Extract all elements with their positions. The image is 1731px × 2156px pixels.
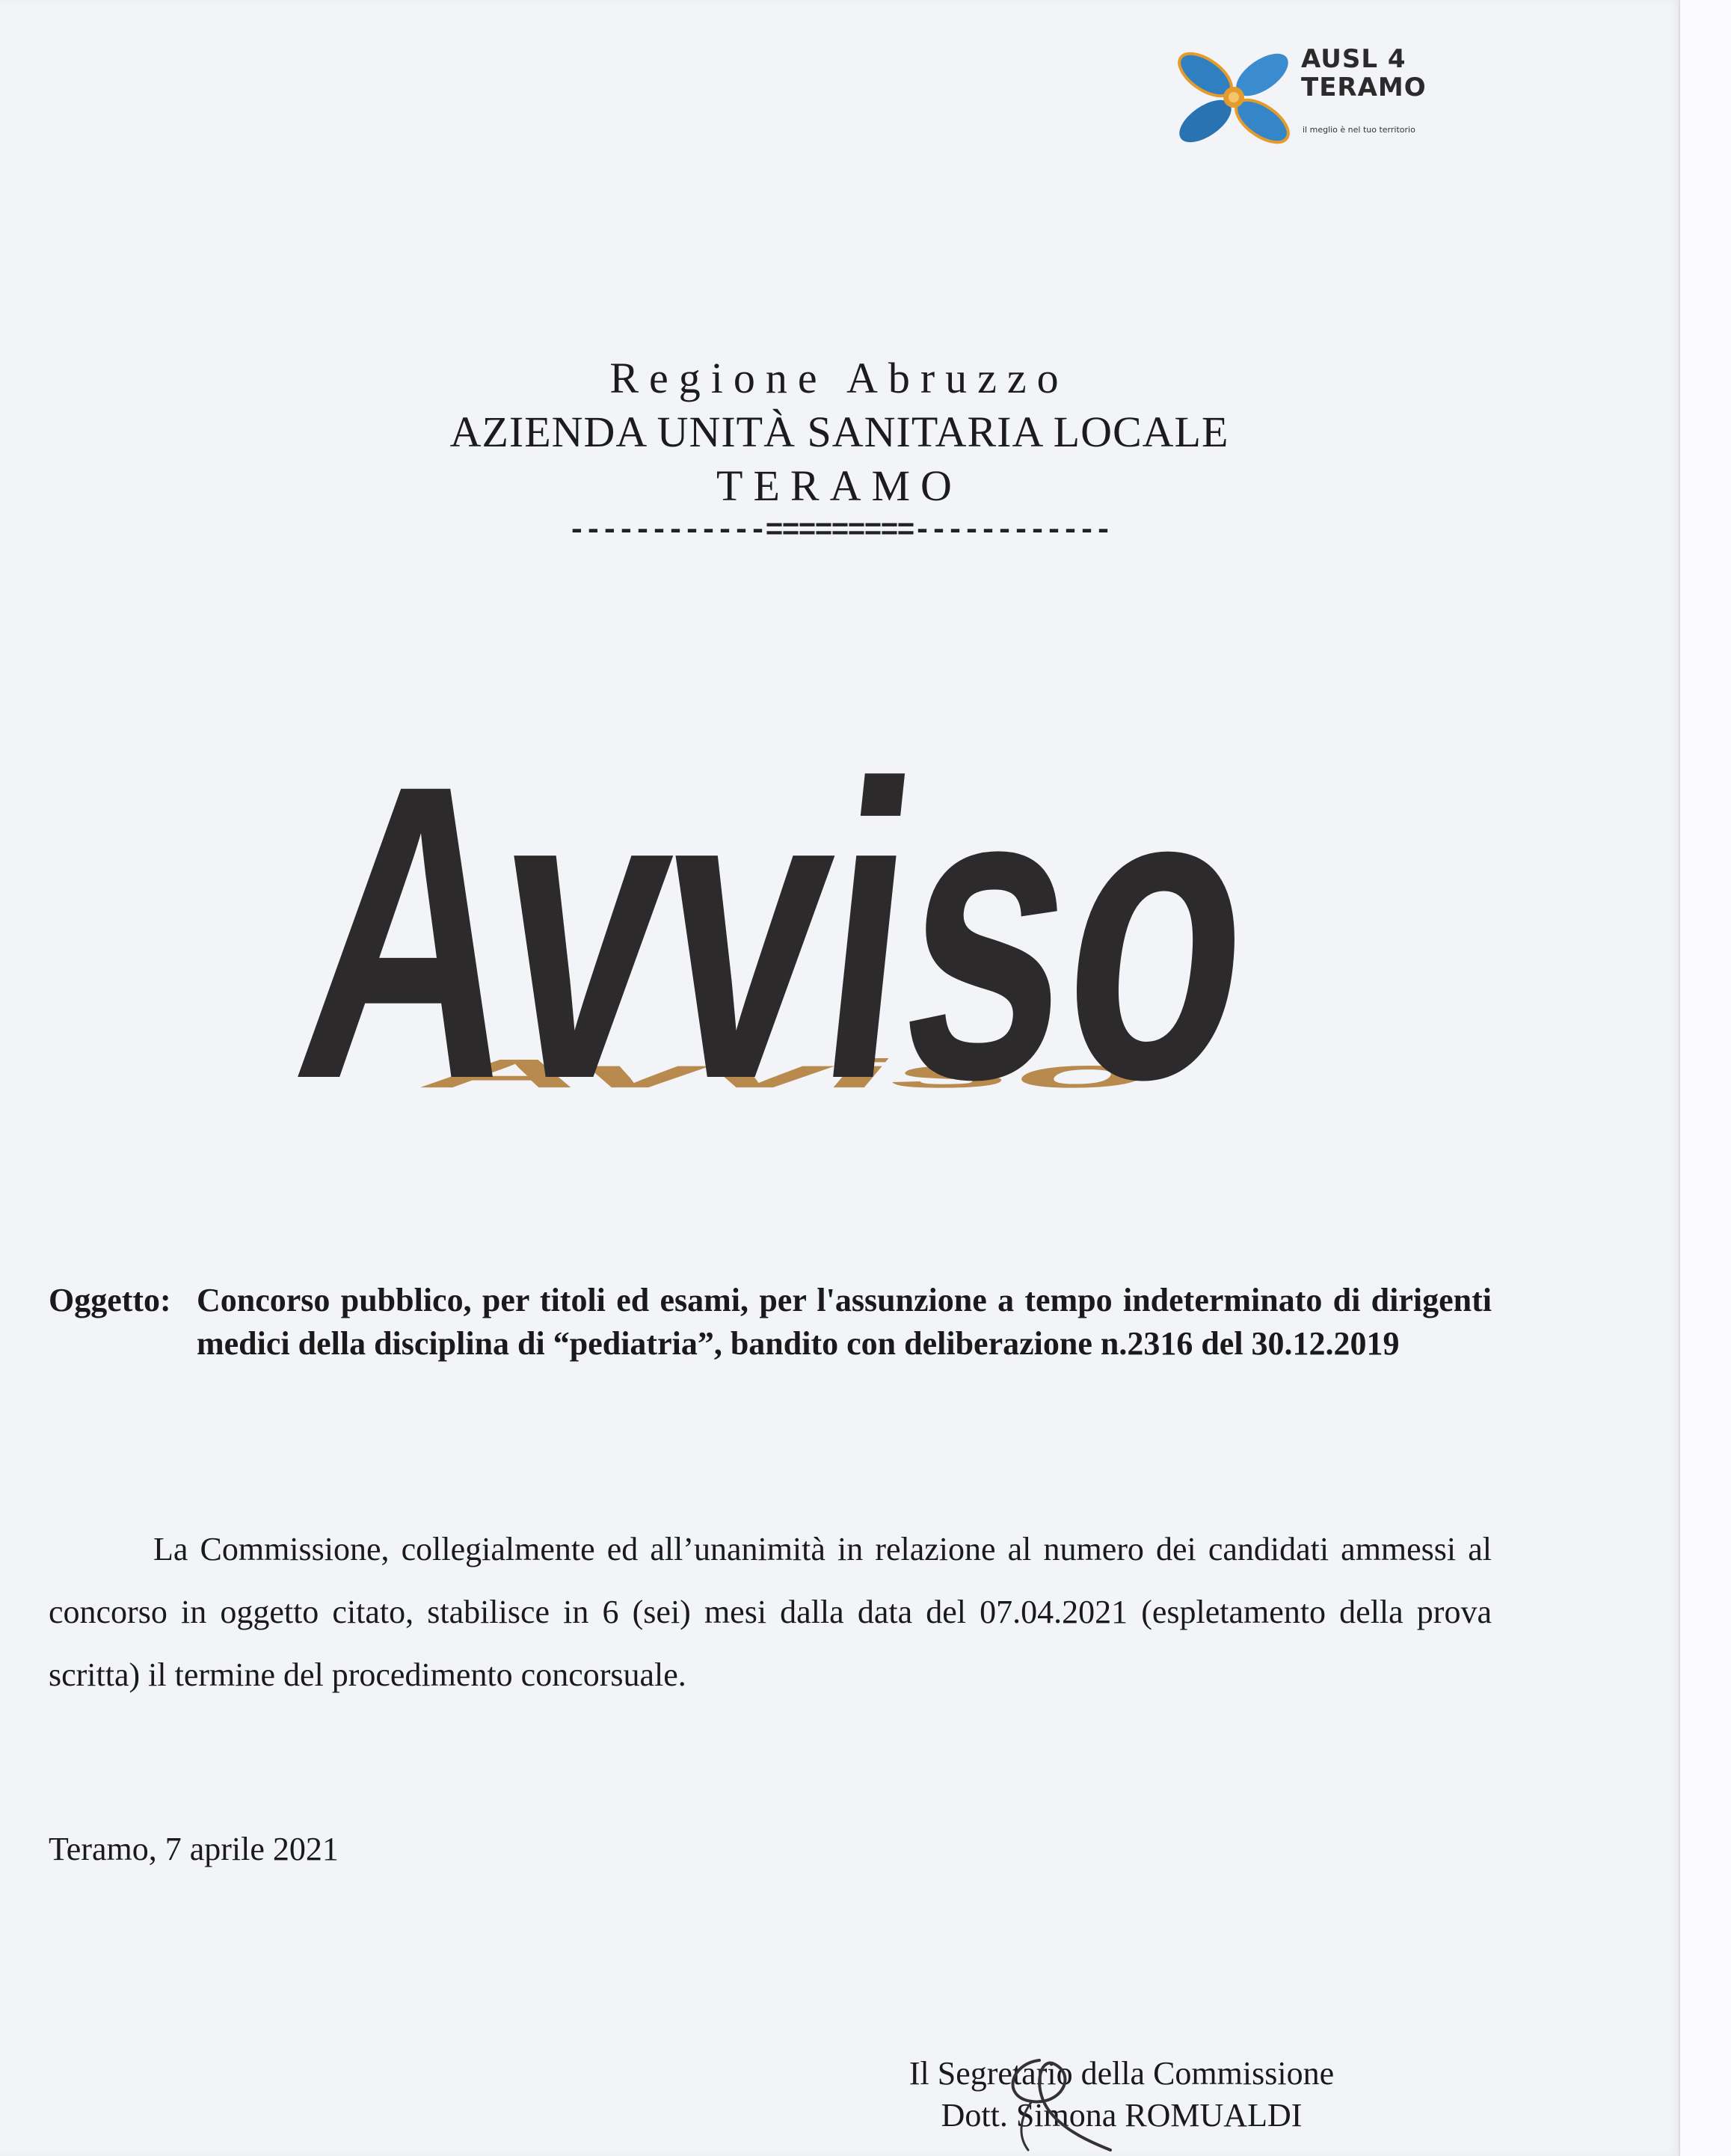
header-divider: ------------=========------------ xyxy=(568,515,1111,548)
signature-name: Dott. Simona ROMUALDI xyxy=(941,2097,1303,2134)
document-header xyxy=(0,351,1679,550)
logo-tagline: il meglio è nel tuo territorio xyxy=(1303,125,1415,135)
logo-name-line1: AUSL 4 xyxy=(1301,44,1406,74)
avviso-text: Avviso xyxy=(284,710,1271,1114)
place-date: Teramo, 7 aprile 2021 xyxy=(49,1831,339,1867)
signature-role: Il Segretario della Commissione xyxy=(908,2055,1335,2092)
ausl-logo xyxy=(1174,41,1443,157)
signature-block xyxy=(748,2053,1495,2137)
oggetto-text: Concorso pubblico, per titoli ed esami, per l'assunzione a tempo indeterminato di dirigenti medici della disciplina di “pediatria”, bandito con deliberazione n.2316 del 30.12.2019 xyxy=(197,1282,1492,1362)
oggetto-label: Oggetto: xyxy=(49,1282,171,1318)
header-region: Regione Abruzzo xyxy=(609,354,1069,402)
header-azienda: AZIENDA UNITÀ SANITARIA LOCALE xyxy=(449,408,1229,456)
logo-name-line2: TERAMO xyxy=(1301,73,1427,102)
body-paragraph: La Commissione, collegialmente ed all’unanimità in relazione al numero dei candidati ammessi al concorso in oggetto citato, stabilisce in 6 (sei) mesi dalla data del 07.04.2021 (espletamento della prova scritta) il termine del procedimento concorsuale. xyxy=(49,1531,1492,1693)
avviso-title xyxy=(284,710,1271,1114)
propeller-logo-icon xyxy=(1174,41,1294,153)
header-city: TERAMO xyxy=(716,461,962,510)
scan-edge xyxy=(1680,0,1731,2156)
avviso-shadow: Avviso xyxy=(407,1051,1172,1096)
logo-name xyxy=(1301,45,1427,102)
